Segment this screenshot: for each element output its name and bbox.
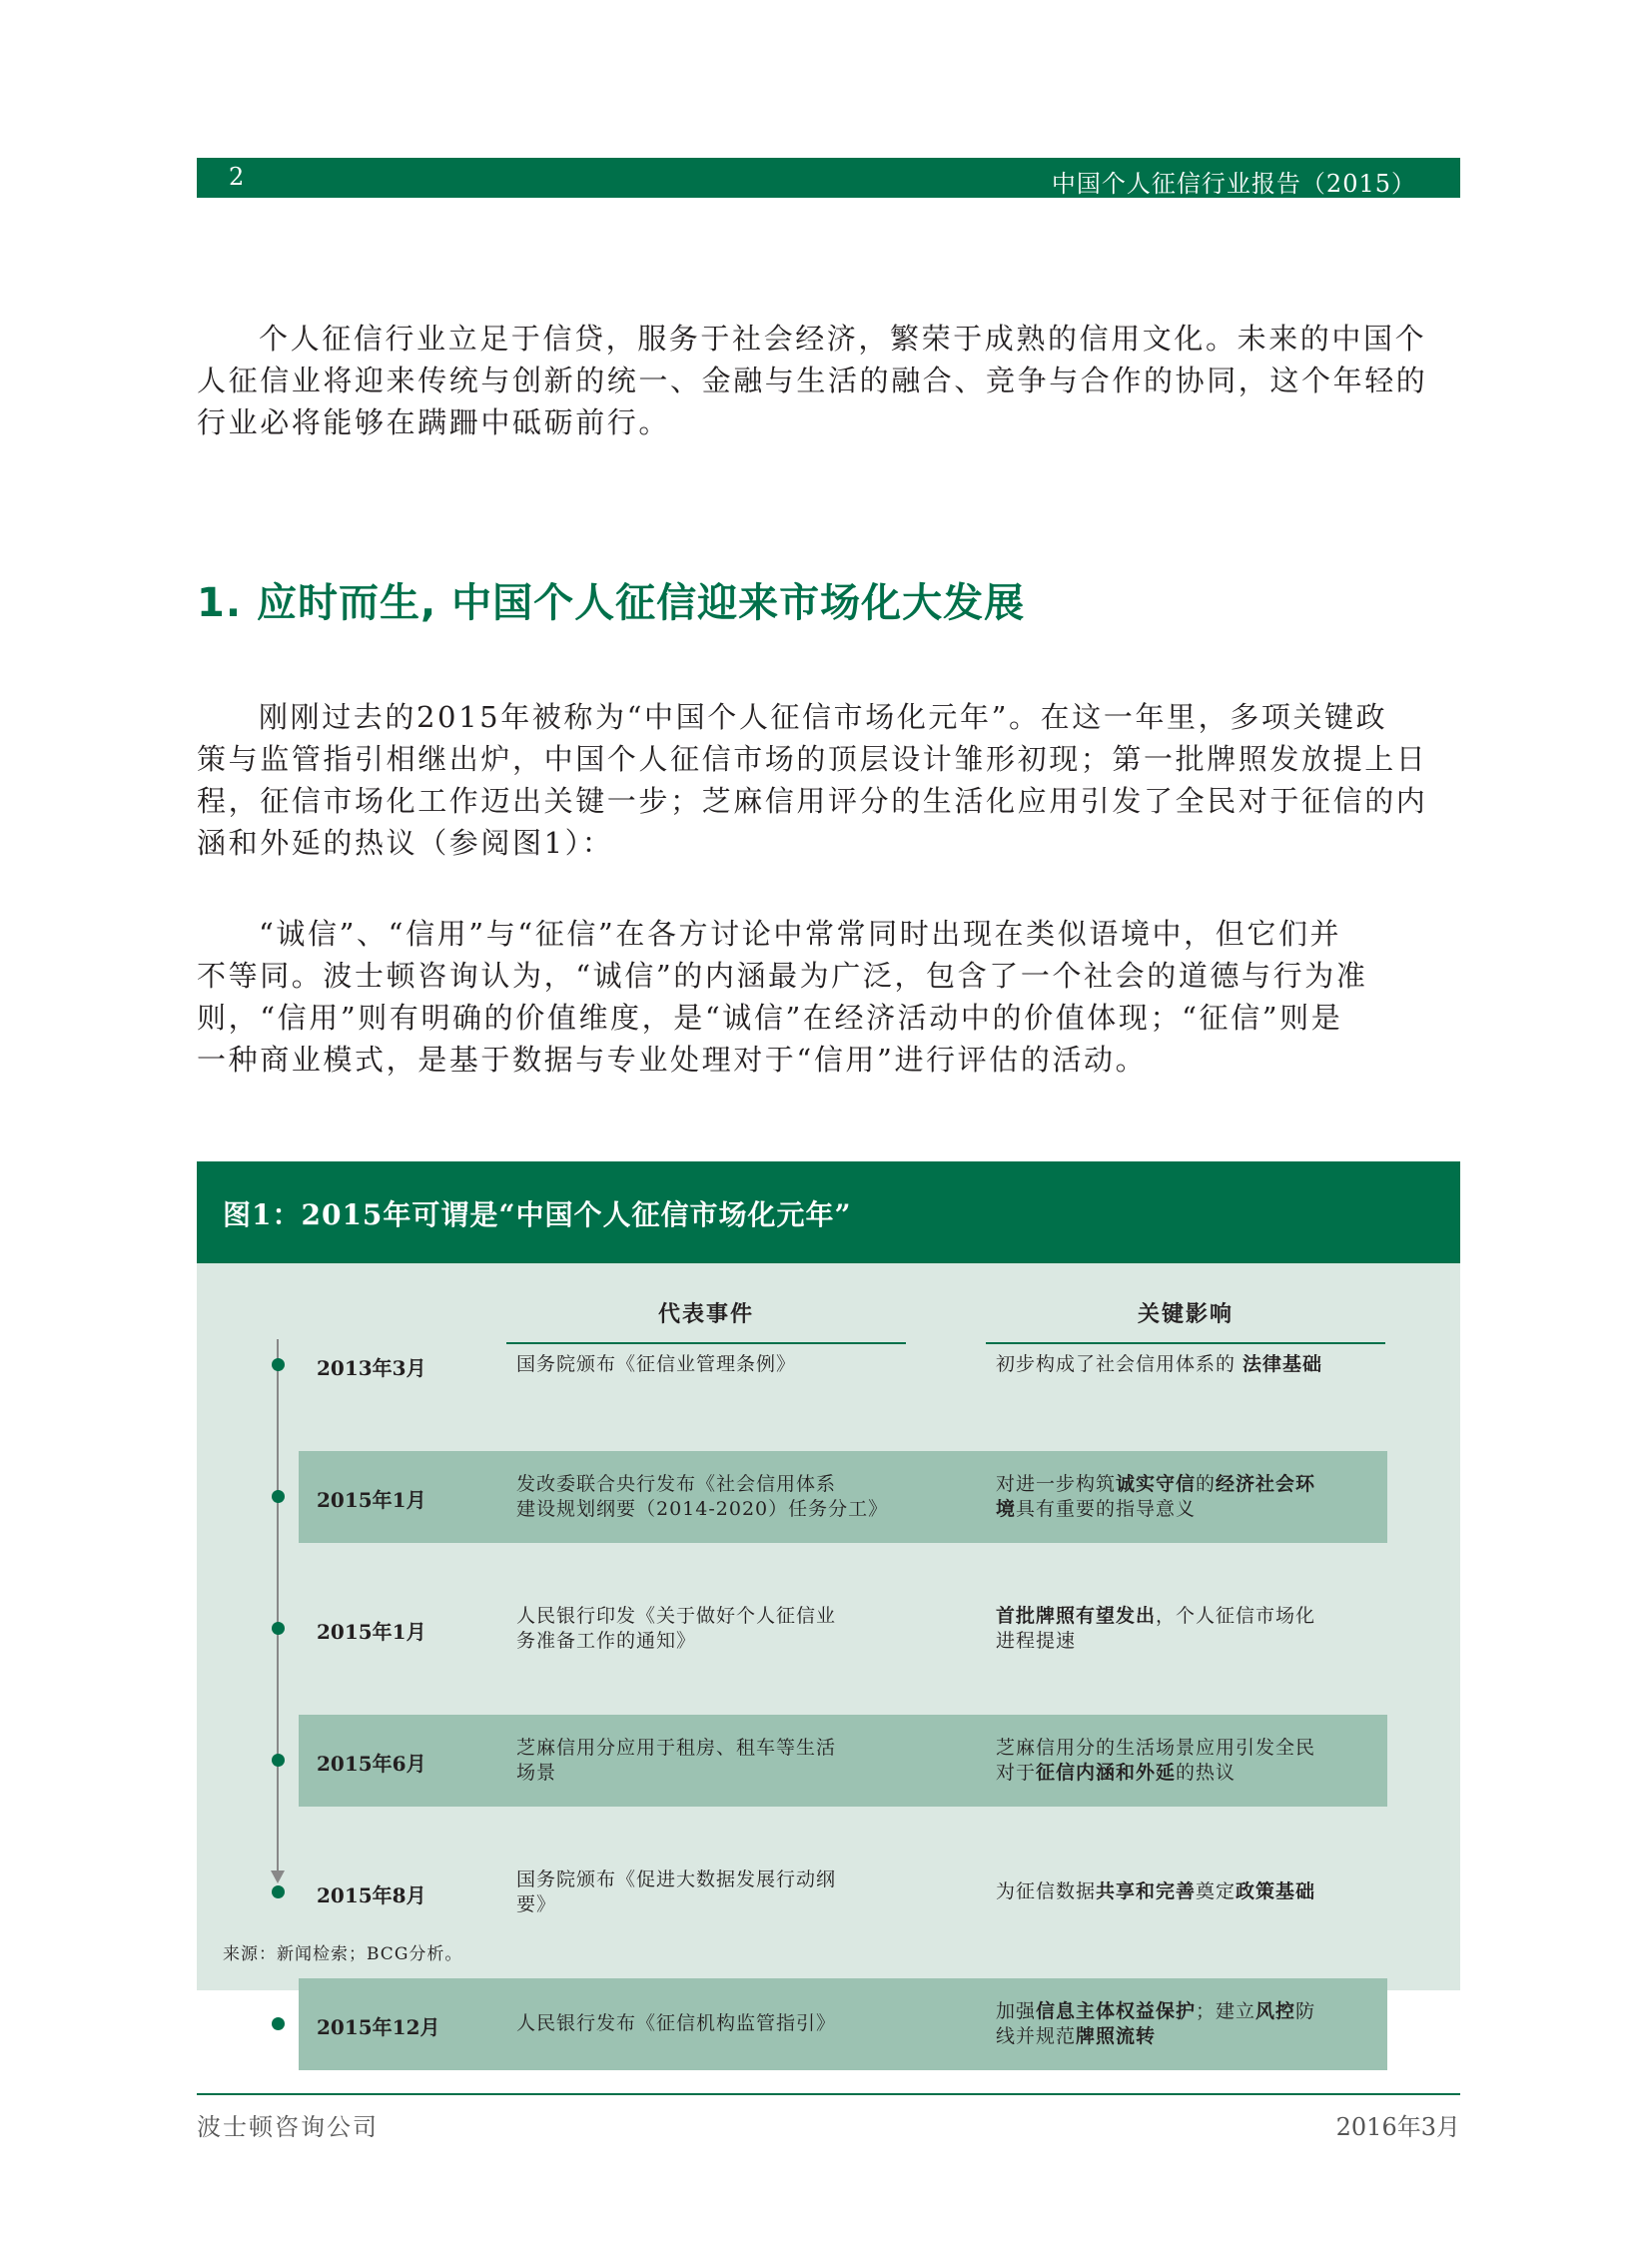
row-impact-line — [996, 1604, 1375, 1629]
row-date: 2015年12月 — [317, 2015, 440, 2039]
row-impact-line — [996, 2024, 1375, 2049]
timeline-dot-icon — [272, 1358, 285, 1371]
impact-emphasis: 共享和完善 — [1096, 1880, 1197, 1902]
impact-emphasis: 境 — [996, 1498, 1017, 1520]
row-impact-line — [996, 1879, 1375, 1904]
row-event — [516, 1868, 886, 1917]
row-event — [516, 1736, 886, 1786]
figure-title-bar — [197, 1161, 1460, 1263]
row-event-line: 发改委联合央行发布《社会信用体系 — [516, 1473, 837, 1495]
impact-emphasis: 诚实守信 — [1116, 1473, 1197, 1495]
para1-line: 程，征信市场化工作迈出关键一步；芝麻信用评分的生活化应用引发了全民对于征信的内 — [197, 784, 1428, 818]
para2-line: “诚信”、“信用”与“征信”在各方讨论中常常同时出现在类似语境中，但它们并 — [259, 917, 1342, 951]
timeline-dot-icon — [272, 1622, 285, 1635]
impact-text: 具有重要的指导意义 — [1016, 1498, 1197, 1520]
row-impact — [996, 1604, 1375, 1654]
row-date: 2015年8月 — [317, 1883, 426, 1907]
impact-text: 线并规范 — [996, 2025, 1077, 2047]
para2-line: 不等同。波士顿咨询认为，“诚信”的内涵最为广泛，包含了一个社会的道德与行为准 — [197, 959, 1368, 993]
impact-emphasis: 法律基础 — [1242, 1353, 1323, 1375]
row-impact-line — [996, 1497, 1375, 1522]
row-event-line: 人民银行印发《关于做好个人征信业 — [516, 1605, 837, 1627]
impact-text: ，个人征信市场化 — [1156, 1605, 1316, 1627]
row-impact-line — [996, 1736, 1375, 1761]
intro-line: 人征信业将迎来传统与创新的统一、金融与生活的融合、竞争与合作的协同，这个年轻的 — [197, 364, 1428, 397]
impact-text: 的 — [1196, 1473, 1217, 1495]
row-event-line: 建设规划纲要（2014-2020）任务分工》 — [516, 1498, 889, 1520]
timeline-dot-icon — [272, 2017, 285, 2030]
impact-text: 对于 — [996, 1762, 1037, 1784]
timeline-dot-icon — [272, 1885, 285, 1898]
timeline-dot-icon — [272, 1754, 285, 1767]
row-event-line: 国务院颁布《征信业管理条例》 — [516, 1353, 797, 1375]
impact-emphasis: 征信内涵和外延 — [1036, 1762, 1177, 1784]
footer-date: 2016年3月 — [1335, 2113, 1460, 2141]
intro-line: 行业必将能够在蹒跚中砥砺前行。 — [197, 405, 671, 439]
timeline-row — [299, 1451, 1387, 1543]
impact-text: 对进一步构筑 — [996, 1473, 1117, 1495]
intro-line: 个人征信行业立足于信贷，服务于社会经济，繁荣于成熟的信用文化。未来的中国个 — [259, 322, 1427, 356]
impact-text: 防 — [1295, 2000, 1316, 2022]
para2-line: 一种商业模式，是基于数据与专业处理对于“信用”进行评估的活动。 — [197, 1043, 1148, 1077]
timeline-row — [299, 1715, 1387, 1807]
row-impact-line — [996, 1999, 1375, 2024]
row-impact — [996, 1879, 1375, 1904]
row-event — [516, 1604, 886, 1654]
para1-line: 策与监管指引相继出炉，中国个人征信市场的顶层设计雏形初现；第一批牌照发放提上日 — [197, 742, 1428, 776]
report-title: 中国个人征信行业报告（2015） — [1051, 170, 1416, 198]
row-impact — [996, 1999, 1375, 2049]
timeline-arrow-icon — [271, 1870, 285, 1883]
row-impact-line — [996, 1761, 1375, 1786]
row-date: 2015年1月 — [317, 1620, 426, 1644]
page-number: 2 — [229, 163, 245, 191]
impact-emphasis: 信息主体权益保护 — [1036, 2000, 1197, 2022]
column-header-events: 代表事件 — [506, 1297, 906, 1344]
row-event — [516, 2011, 886, 2036]
impact-text: 为征信数据 — [996, 1880, 1097, 1902]
timeline-row — [299, 1978, 1387, 2070]
row-event-line: 人民银行发布《征信机构监管指引》 — [516, 2012, 837, 2034]
row-event-line: 芝麻信用分应用于租房、租车等生活 — [516, 1737, 837, 1759]
body-paragraph-2 — [197, 913, 1460, 1081]
para2-line: 则，“信用”则有明确的价值维度，是“诚信”在经济活动中的价值体现；“征信”则是 — [197, 1001, 1343, 1035]
impact-text: 进程提速 — [996, 1630, 1077, 1652]
timeline-row — [299, 1583, 1387, 1675]
impact-emphasis: 风控 — [1255, 2000, 1296, 2022]
row-impact-line — [996, 1472, 1375, 1497]
timeline-dot-icon — [272, 1490, 285, 1503]
body-paragraph-1 — [197, 696, 1460, 864]
row-event-line: 要》 — [516, 1893, 557, 1915]
impact-emphasis: 牌照流转 — [1076, 2025, 1157, 2047]
impact-emphasis: 政策基础 — [1236, 1880, 1316, 1902]
row-event-line: 场景 — [516, 1762, 557, 1784]
row-impact-line — [996, 1352, 1375, 1377]
impact-text: ；建立 — [1196, 2000, 1256, 2022]
row-event-line: 国务院颁布《促进大数据发展行动纲 — [516, 1868, 837, 1890]
impact-text: 的热议 — [1176, 1762, 1237, 1784]
impact-text: 芝麻信用分的生活场景应用引发全民 — [996, 1737, 1316, 1759]
section-heading: 1. 应时而生, 中国个人征信迎来市场化大发展 — [197, 580, 1026, 626]
footer-divider — [197, 2093, 1460, 2095]
impact-text: 加强 — [996, 2000, 1037, 2022]
para1-line: 刚刚过去的2015年被称为“中国个人征信市场化元年”。在这一年里，多项关键政 — [259, 700, 1388, 734]
row-impact — [996, 1472, 1375, 1522]
footer-company: 波士顿咨询公司 — [197, 2113, 379, 2141]
impact-emphasis: 首批牌照有望发出 — [996, 1605, 1157, 1627]
para1-line: 涵和外延的热议（参阅图1）： — [197, 826, 614, 860]
row-date: 2015年6月 — [317, 1752, 426, 1776]
timeline-row — [299, 1847, 1387, 1938]
impact-text: 初步构成了社会信用体系的 — [996, 1353, 1243, 1375]
timeline-row — [299, 1319, 1387, 1411]
impact-text: 奠定 — [1196, 1880, 1237, 1902]
row-date: 2013年3月 — [317, 1356, 426, 1380]
row-event-line: 务准备工作的通知》 — [516, 1630, 697, 1652]
impact-emphasis: 经济社会环 — [1216, 1473, 1316, 1495]
row-event — [516, 1472, 889, 1522]
column-header-impact: 关键影响 — [986, 1297, 1385, 1344]
header-bar — [197, 158, 1460, 198]
intro-paragraph — [197, 318, 1460, 443]
row-impact — [996, 1352, 1375, 1377]
timeline-axis — [277, 1339, 279, 1873]
row-date: 2015年1月 — [317, 1488, 426, 1512]
figure-timeline — [197, 1263, 1460, 2047]
row-impact — [996, 1736, 1375, 1786]
row-event — [516, 1352, 886, 1377]
source-note: 来源：新闻检索；BCG分析。 — [223, 1944, 463, 1964]
figure-title: 图1：2015年可谓是“中国个人征信市场化元年” — [223, 1198, 852, 1231]
row-impact-line — [996, 1629, 1375, 1654]
